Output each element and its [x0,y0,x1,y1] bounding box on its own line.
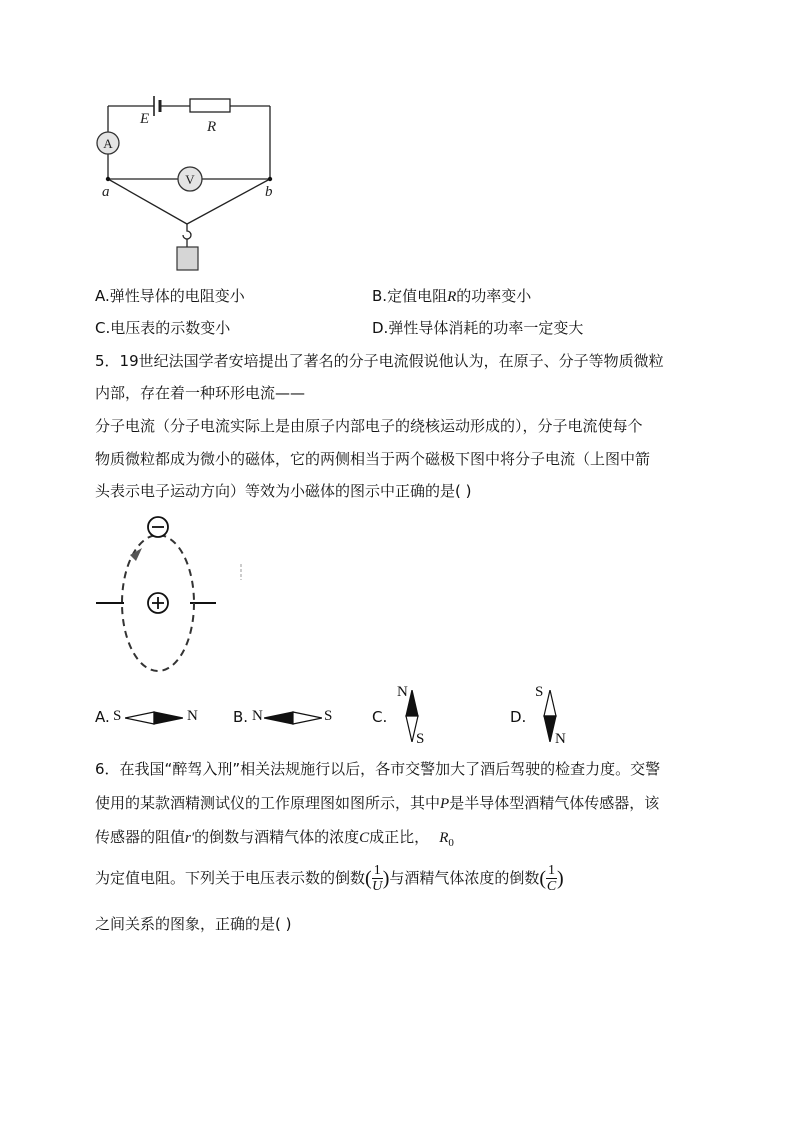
q6-line-2 [95,792,659,813]
pole-top: N [397,684,408,700]
option-text-pre: 定值电阻 [387,287,448,305]
option-text: 电压表的示数变小 [110,319,231,337]
option-letter: D. [510,708,527,726]
q6-line-5: 之间关系的图象，正确的是( ) [95,915,292,933]
text: 使用的某款酒精测试仪的工作原理图如图所示，其中 [95,794,441,812]
fraction-one-over-u: $\frac{1}{U}$ [372,862,383,894]
r0-symbol: R [439,830,449,846]
q4-option-b[interactable] [372,285,531,306]
option-text: 弹性导体的电阻变小 [109,287,245,305]
var-r-prime: r′ [185,830,195,846]
resistor-label: R [207,119,217,135]
option-letter: B. [233,708,249,726]
option-text-post: 的功率变小 [456,287,532,305]
q5-line-2: 内部，存在着一种环形电流—— [95,384,306,402]
var-c: C [359,830,370,846]
node-b-label: b [265,184,273,200]
battery-label: E [140,111,150,127]
option-letter: C. [372,708,388,726]
option-letter: C. [95,319,111,337]
q5-option-d[interactable] [510,684,572,750]
pole-right: N [187,708,198,724]
q5-option-b[interactable] [233,708,343,728]
voltmeter-label: V [185,172,195,187]
node-a-label: a [102,184,110,200]
pole-bottom: S [416,731,425,747]
pole-left: S [113,708,122,724]
magnet-needle-icon [264,710,322,726]
pole-left: N [252,708,263,724]
text: 传感器的阻值 [95,828,186,846]
option-var-r: R [447,289,457,305]
fraction-one-over-c: $\frac{1}{C}$ [546,862,557,894]
text: 是半导体型酒精气体传感器，该 [449,794,660,812]
option-letter: B. [372,287,388,305]
q6-line-4: 为定值电阻。下列关于电压表示数的倒数( $\frac{1}{U}$ )与酒精气体浓度的倒数( $\frac{1}{C}$ ) [95,862,564,894]
ammeter-label: A [103,136,113,151]
hanging-weight [177,247,198,270]
option-letter: D. [372,319,389,337]
q6-line-1: 6．在我国“醉驾入刑”相关法规施行以后，各市交警加大了酒后驾驶的检查力度。交警 [95,760,661,778]
q5-line-1: 5．19世纪法国学者安培提出了著名的分子电流假说他认为，在原子、分子等物质微粒 [95,352,664,370]
q5-line-5: 头表示电子运动方向）等效为小磁体的图示中正确的是( ) [95,482,472,500]
pole-top: S [535,684,544,700]
molecular-current-diagram [90,510,260,685]
q4-option-d[interactable] [372,317,583,338]
magnet-needle-icon [125,710,183,726]
q4-option-a[interactable] [95,285,245,306]
text: 成正比， [369,828,430,846]
r0-subscript: 0 [448,837,454,849]
q5-line-3: 分子电流（分子电流实际上是由原子内部电子的绕核运动形成的），分子电流使每个 [95,417,643,435]
q4-option-c[interactable] [95,317,230,338]
q5-option-a[interactable] [95,708,215,728]
text: 为定值电阻。下列关于电压表示数的倒数 [95,869,366,887]
option-text: 弹性导体消耗的功率一定变大 [388,319,584,337]
option-letter: A. [95,287,110,305]
pole-bottom: N [555,731,566,747]
text: 的倒数与酒精气体的浓度 [194,828,360,846]
option-letter: A. [95,708,110,726]
q5-option-c[interactable] [372,684,432,750]
pole-right: S [324,708,333,724]
circuit-diagram [90,90,290,280]
var-p: P [440,796,450,812]
q5-line-4: 物质微粒都成为微小的磁体，它的两侧相当于两个磁极下图中将分子电流（上图中箭 [95,450,651,468]
q6-line-3 [95,826,454,849]
text: 与酒精气体浓度的倒数 [389,869,540,887]
